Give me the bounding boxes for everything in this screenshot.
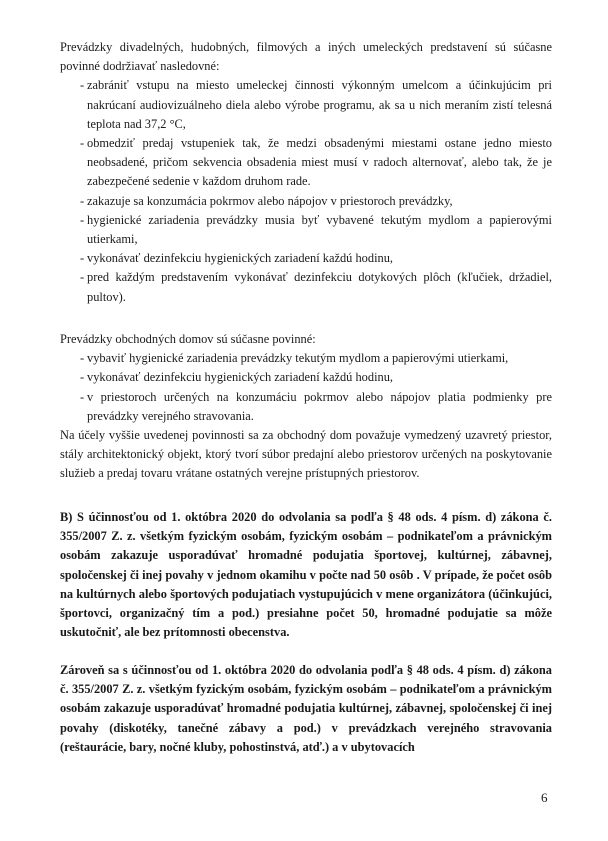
theatre-list bbox=[60, 76, 552, 306]
list-item: - vybaviť hygienické zariadenia prevádzky tekutým mydlom a papierovými utierkami, bbox=[60, 349, 552, 368]
list-item: - v priestoroch určených na konzumáciu pokrmov alebo nápojov platia podmienky pre prevádzky verejného stravovania. bbox=[60, 388, 552, 426]
list-item: - vykonávať dezinfekciu hygienických zariadení každú hodinu, bbox=[60, 368, 552, 387]
list-item: - obmedziť predaj vstupeniek tak, že medzi obsadenými miestami ostane jedno miesto neobsadené, pričom sekvencia obsadenia miest musí v radoch alternovať, alebo tak, že je zabezpečené sedenie v každom druhom rade. bbox=[60, 134, 552, 192]
section-c-paragraph: Zároveň sa s účinnosťou od 1. októbra 2020 do odvolania podľa § 48 ods. 4 písm. d) zákona č. 355/2007 Z. z. všetkým fyzickým osobám, fyzickým osobám – podnikateľom a právnickým osobám zakazuje usporadúvať hromadné podujatia kultúrnej, zábavnej, spoločenskej či inej povahy (diskotéky, tanečné zábavy a pod.) v prevádzkach verejného stravovania (reštaurácie, bary, nočné kluby, pohostinstvá, atď.) a v ubytovacích bbox=[60, 663, 552, 754]
section-b-paragraph: B) S účinnosťou od 1. októbra 2020 do odvolania sa podľa § 48 ods. 4 písm. d) zákona č. 355/2007 Z. z. všetkým fyzickým osobám, fyzickým osobám – podnikateľom a právnickým osobám zakazuje usporadúvať hromadné podujatia športovej, kultúrnej, zábavnej, spoločenskej či inej povahy v jednom okamihu v počte nad 50 osôb . V prípade, že počet osôb na kultúrnych alebo športových podujatiach vystupujúcich v mene organizátora (účinkujúci, športovci, organizačný tím a pod.) presiahne počet 50, hromadné podujatie sa môže uskutočniť, ale bez prítomnosti obecenstva. bbox=[60, 510, 552, 640]
theatre-section bbox=[60, 38, 552, 307]
list-item: - zakazuje sa konzumácia pokrmov alebo nápojov v priestoroch prevádzky, bbox=[60, 192, 552, 211]
page-number: 6 bbox=[541, 790, 548, 805]
shops-definition: Na účely vyššie uvedenej povinnosti sa za obchodný dom považuje vymedzený uzavretý priestor, stály architektonický objekt, ktorý tvorí súbor predajní alebo priestorov určených na poskytovanie služieb a predaj tovaru vrátane ostatných verejne prístupných priestorov. bbox=[60, 428, 552, 481]
shops-list bbox=[60, 349, 552, 426]
list-item: - zabrániť vstupu na miesto umeleckej činnosti výkonným umelcom a účinkujúcim pri nakrúcaní audiovizuálneho diela alebo výrobe programu, ak sa u nich meraním zistí telesná teplota nad 37,2 °C, bbox=[60, 76, 552, 134]
shops-intro: Prevádzky obchodných domov sú súčasne povinné: bbox=[60, 332, 316, 346]
list-item: - pred každým predstavením vykonávať dezinfekciu dotykových plôch (kľučiek, držadiel, pultov). bbox=[60, 268, 552, 306]
list-item: - hygienické zariadenia prevádzky musia byť vybavené tekutým mydlom a papierovými utierkami, bbox=[60, 211, 552, 249]
shops-section bbox=[60, 330, 552, 484]
theatre-intro: Prevádzky divadelných, hudobných, filmových a iných umeleckých predstavení sú súčasne povinné dodržiavať nasledovné: bbox=[60, 40, 552, 74]
list-item: - vykonávať dezinfekciu hygienických zariadení každú hodinu, bbox=[60, 249, 552, 268]
